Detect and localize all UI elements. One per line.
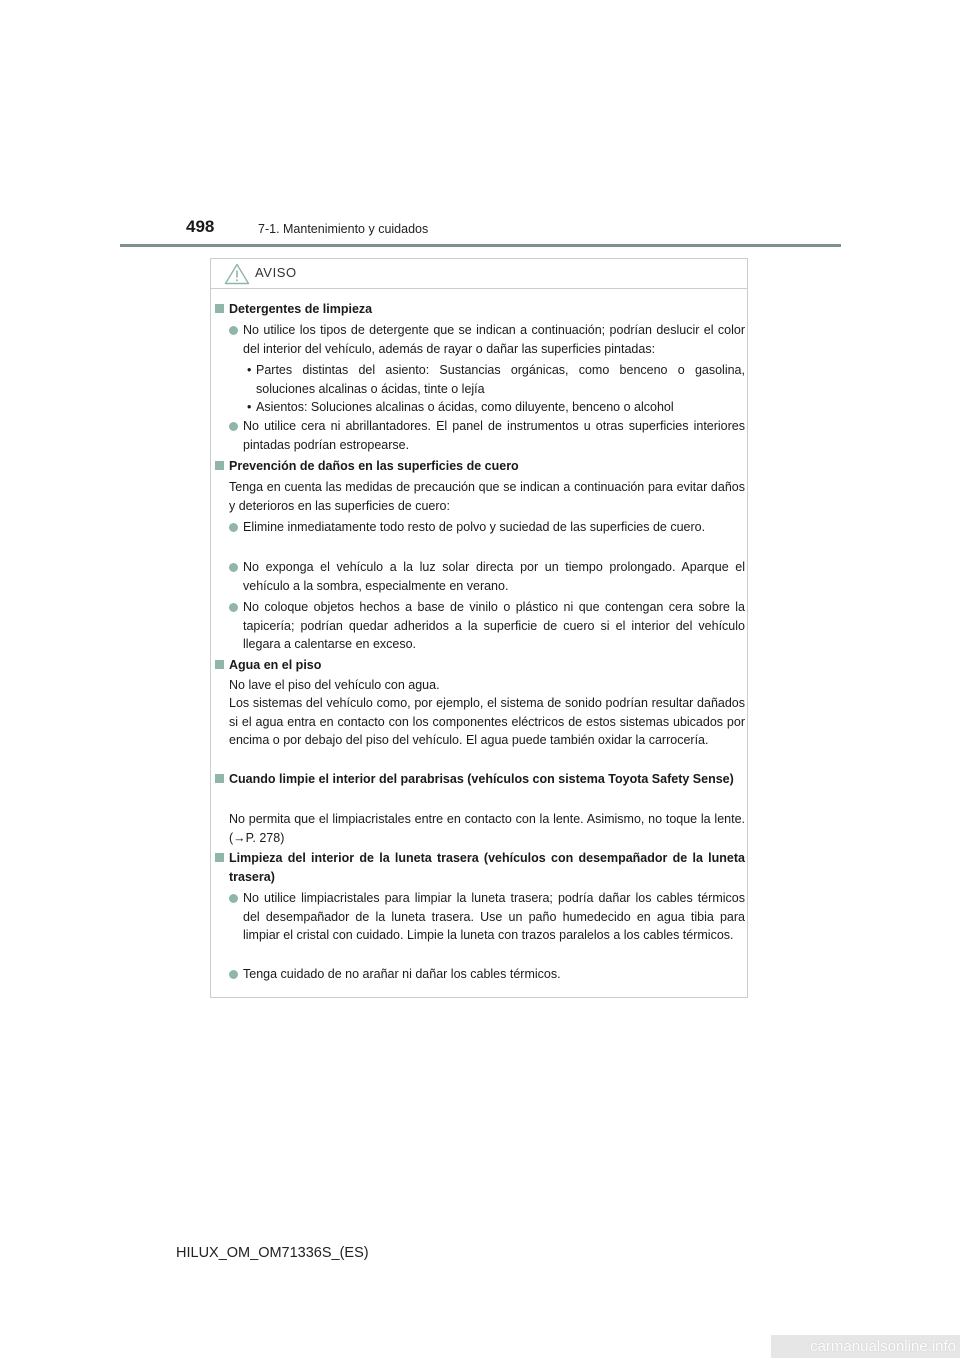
warning-title: AVISO (255, 265, 297, 280)
list-item: No coloque objetos hechos a base de vinilo o plástico ni que contengan cera sobre la tapicería; podrían quedar adheridos a la superficie de cuero si el interior del vehículo llegara a calentarse en exceso. (229, 598, 745, 654)
circle-bullet-icon (229, 563, 238, 572)
page-number: 498 (186, 217, 215, 236)
circle-bullet-icon (229, 894, 238, 903)
warning-header (211, 259, 747, 289)
list-item: No utilice cera ni abrillantadores. El panel de instrumentos u otras superficies interiores pintadas podrían estropearse. (229, 417, 745, 454)
paragraph: No lave el piso del vehículo con agua. (229, 678, 440, 692)
circle-bullet-icon (229, 523, 238, 532)
section-heading: Detergentes de limpieza (215, 300, 745, 319)
square-bullet-icon (215, 304, 224, 313)
watermark: carmanualsonline.info (771, 1335, 960, 1358)
list-item: No utilice limpiacristales para limpiar la luneta trasera; podría dañar los cables térmicos del desempañador de la luneta trasera. Use un paño humedecido en agua tibia para limpiar el cristal con cuidado. Limpie la luneta con trazos paralelos a los cables térmicos. (229, 889, 745, 945)
square-bullet-icon (215, 853, 224, 862)
header-rule (120, 244, 841, 247)
list-item: No exponga el vehículo a la luz solar directa por un tiempo prolongado. Aparque el vehículo a la sombra, especialmente en verano. (229, 558, 745, 595)
paragraph: No permita que el limpiacristales entre en contacto con la lente. Asimismo, no toque la lente. (→P. 278) (229, 812, 745, 845)
circle-bullet-icon (229, 422, 238, 431)
section-heading: Prevención de daños en las superficies de cuero (215, 457, 745, 476)
sub-list-item: • Partes distintas del asiento: Sustancias orgánicas, como benceno o gasolina, soluciones alcalinas o ácidas, tinte o lejía (247, 363, 745, 396)
list-item: Tenga cuidado de no arañar ni dañar los cables térmicos. (229, 965, 745, 984)
section-heading: Limpieza del interior de la luneta trasera (vehículos con desempañador de la luneta trasera) (215, 849, 745, 886)
square-bullet-icon (215, 774, 224, 783)
sub-list-item: • Asientos: Soluciones alcalinas o ácidas, como diluyente, benceno o alcohol (247, 400, 674, 414)
list-item: Elimine inmediatamente todo resto de polvo y suciedad de las superficies de cuero. (229, 518, 745, 537)
circle-bullet-icon (229, 603, 238, 612)
warning-triangle-icon (224, 263, 250, 285)
warning-box (210, 258, 748, 998)
section-intro: Tenga en cuenta las medidas de precaución que se indican a continuación para evitar daños y deterioros en las superficies de cuero: (229, 480, 745, 513)
circle-bullet-icon (229, 326, 238, 335)
section-heading: Agua en el piso (215, 656, 745, 675)
section-title: 7-1. Mantenimiento y cuidados (258, 222, 429, 236)
section-heading: Cuando limpie el interior del parabrisas (vehículos con sistema Toyota Safety Sense) (215, 770, 745, 789)
paragraph: Los sistemas del vehículo como, por ejemplo, el sistema de sonido podrían resultar dañados si el agua entra en contacto con los componentes eléctricos de estos sistemas ubicados por encima o por debajo del piso del vehículo. El agua puede también oxidar la carrocería. (229, 696, 745, 747)
square-bullet-icon (215, 660, 224, 669)
list-item: No utilice los tipos de detergente que se indican a continuación; podrían deslucir el color del interior del vehículo, además de rayar o dañar las superficies pintadas: (229, 321, 745, 358)
document-code: HILUX_OM_OM71336S_(ES) (176, 1245, 369, 1261)
circle-bullet-icon (229, 970, 238, 979)
square-bullet-icon (215, 461, 224, 470)
